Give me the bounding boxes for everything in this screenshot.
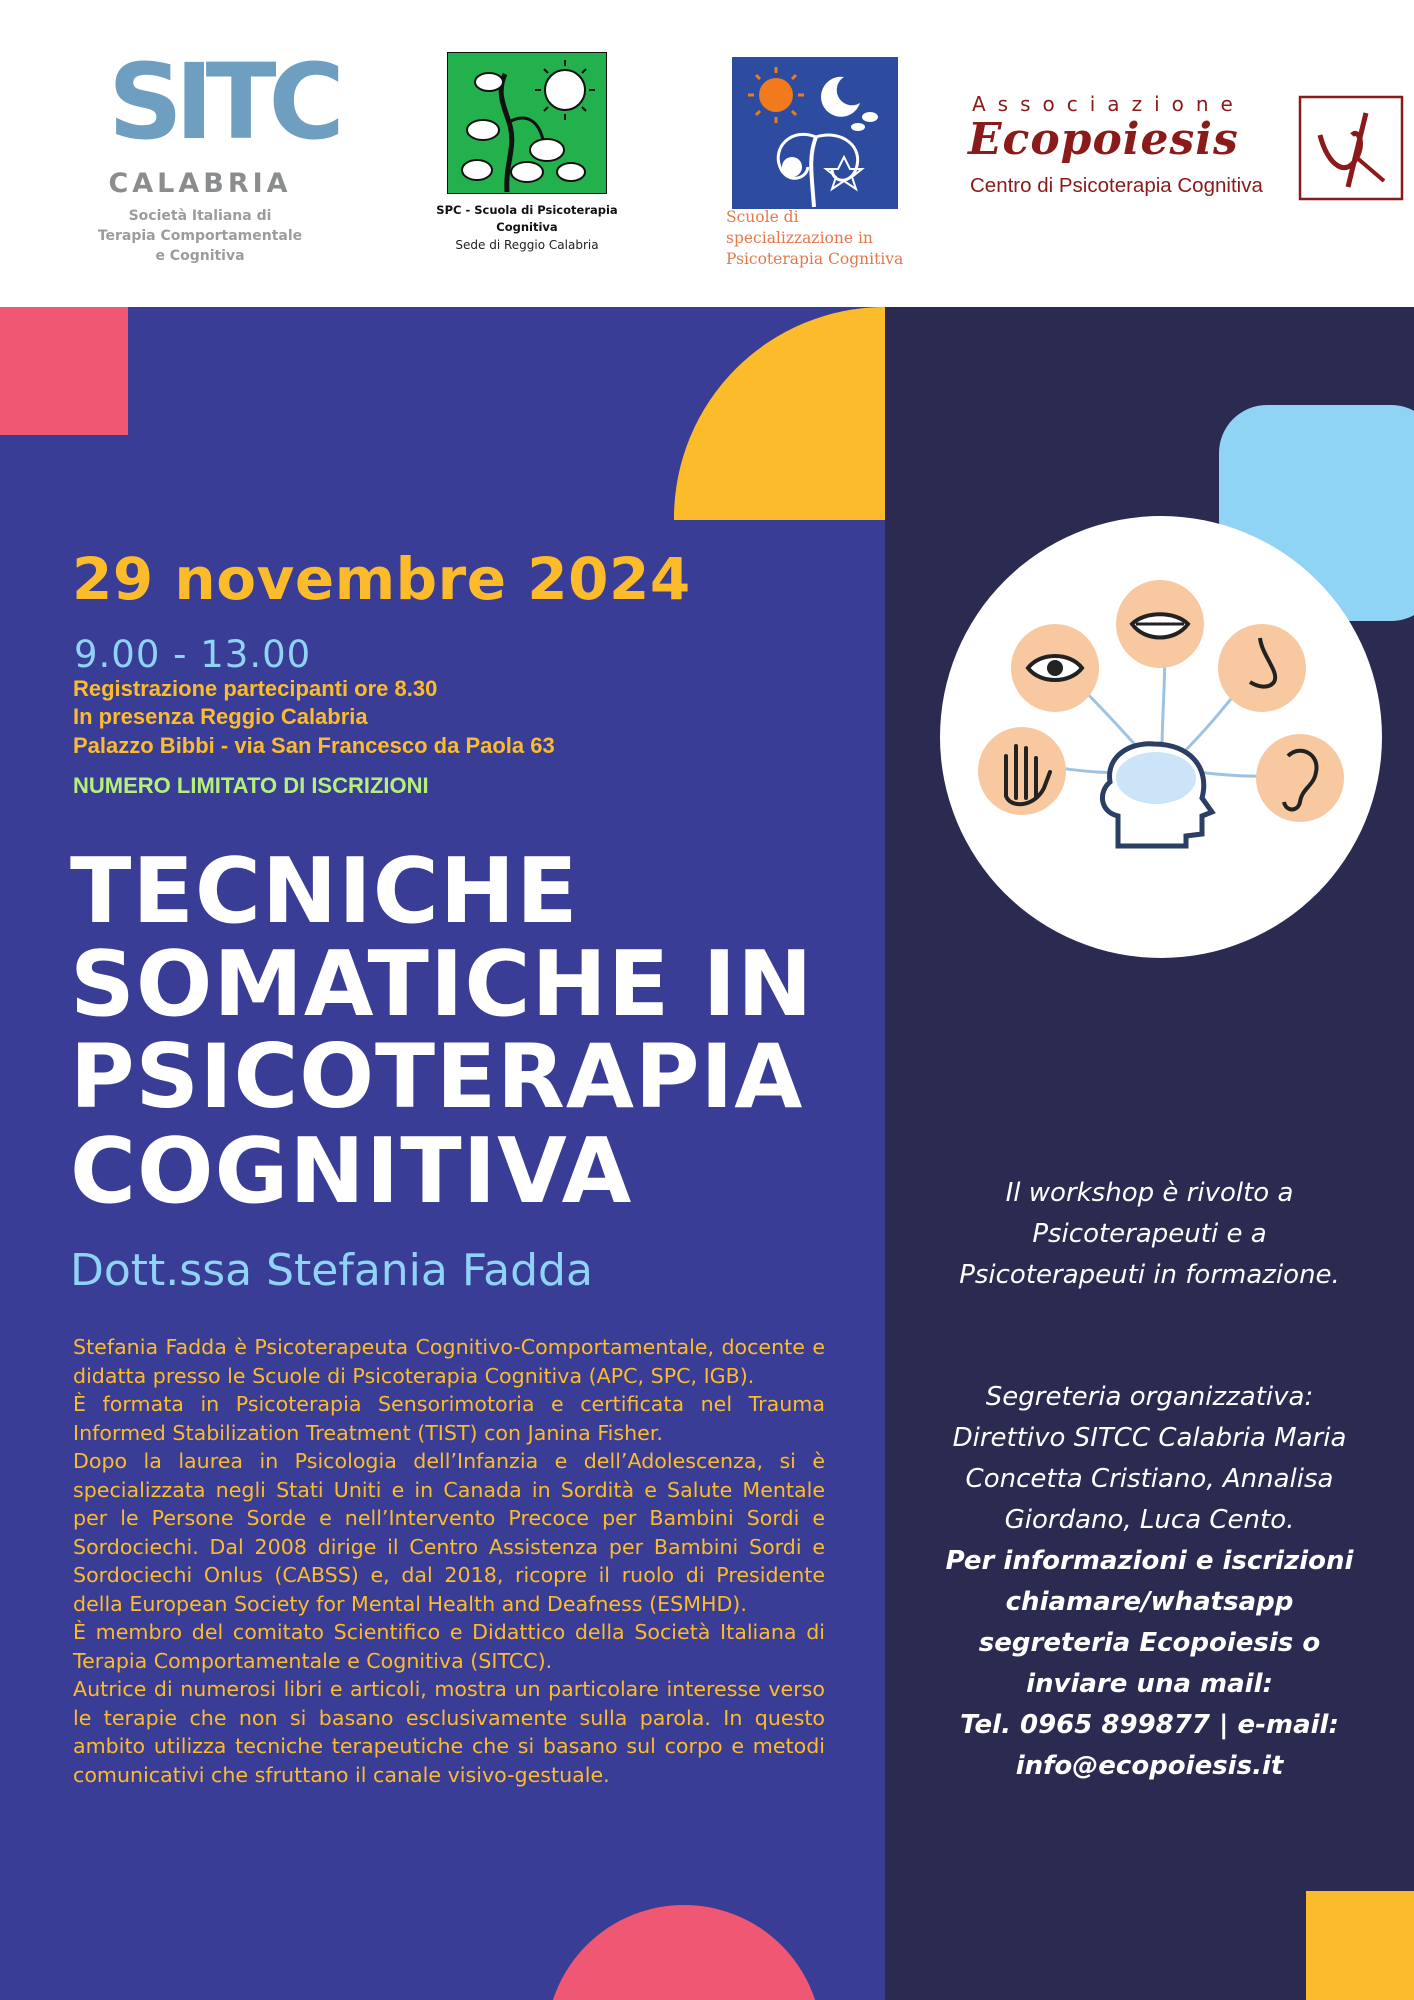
audience-info [885, 1173, 1414, 1296]
sun-moon-tree-icon [732, 57, 898, 209]
bio-paragraph: Dopo la laurea in Psicologia dell’Infanzia e dell’Adolescenza, si è specializzata negli Stati Uniti e in Canada in Sordità e Salute Mentale per le Persone Sorde e nell’Intervento Precoce per Bambini Sordi e Sordociechi. Dal 2008 dirige il Centro Assistenza per Bambini Sordi e Sordociechi Onlus (CABSS) e, dal 2018, ricopre il ruolo di Presidente della European Society for Mental Health and Deafness (ESMHD). [73, 1449, 825, 1616]
speaker-bio [73, 1333, 825, 1789]
logo-header [0, 0, 1414, 307]
scuole-caption-line: specializzazione in [726, 229, 873, 247]
ecopoiesis-top-label: Associazione [972, 92, 1245, 116]
scuole-caption-line: Scuole di [726, 208, 799, 226]
scuole-logo [726, 55, 936, 270]
bio-paragraph: È formata in Psicoterapia Sensorimotoria e certificata nel Trauma Informed Stabilization Treatment (TIST) con Janina Fisher. [73, 1392, 825, 1445]
contact-line: Per informazioni e iscrizioni [945, 1546, 1354, 1576]
spc-caption-city: Sede di Reggio Calabria [455, 238, 599, 252]
ecopoiesis-mark-icon [1298, 95, 1404, 201]
sitcc-caption-line: Società Italiana di [128, 208, 272, 224]
sitcc-logo-mark: SITC [108, 41, 337, 163]
limited-seats-notice: NUMERO LIMITATO DI ISCRIZIONI [73, 773, 429, 798]
secretary-line: Concetta Cristiano, Annalisa [965, 1464, 1334, 1494]
sitcc-caption-line: e Cognitiva [155, 248, 245, 264]
tree-sun-icon [447, 52, 607, 194]
sitcc-logo [80, 41, 337, 275]
left-panel [0, 307, 885, 2000]
event-time: 9.00 - 13.00 [74, 633, 312, 676]
sitcc-caption-line: Terapia Comportamentale [97, 228, 303, 244]
secretary-info [885, 1377, 1414, 1541]
ecopoiesis-subtitle: Centro di Psicoterapia Cognitiva [970, 174, 1263, 197]
hand-icon [978, 727, 1066, 815]
contact-email: info@ecopoiesis.it [1015, 1751, 1284, 1781]
contact-line: segreteria Ecopoiesis o [978, 1628, 1321, 1658]
nose-icon [1218, 624, 1306, 712]
event-title-line: SOMATICHE IN [70, 932, 814, 1037]
secretary-line: Direttivo SITCC Calabria Maria [952, 1423, 1347, 1453]
event-title-line: TECNICHE [70, 839, 579, 944]
bio-paragraph: Stefania Fadda è Psicoterapeuta Cognitivo-Comportamentale, docente e didatta presso le Scuole di Psicoterapia Cognitiva (APC, SPC, IGB). [73, 1335, 825, 1388]
bio-paragraph: Autrice di numerosi libri e articoli, mostra un particolare interesse verso le terapie che non si basano esclusivamente sulla parola. In questo ambito utilizza tecniche terapeutiche che si basano sul corpo e metodi comunicativi che sfruttano il canale visivo-gestuale. [73, 1677, 825, 1787]
audience-line: Il workshop è rivolto a [1005, 1178, 1294, 1208]
pink-half-circle [546, 1905, 822, 2000]
scuole-caption-line: Psicoterapia Cognitiva [726, 250, 904, 268]
audience-line: Psicoterapeuti in formazione. [959, 1260, 1340, 1290]
ecopoiesis-logo [968, 88, 1408, 218]
spc-caption-line: Cognitiva [496, 220, 558, 234]
senses-illustration [940, 516, 1382, 958]
head-icon [1102, 744, 1212, 846]
right-panel [885, 307, 1414, 2000]
event-title-line: COGNITIVA [70, 1119, 633, 1224]
bio-paragraph: È membro del comitato Scientifico e Didattico della Società Italiana di Terapia Comportamentale e Cognitiva (SITCC). [73, 1620, 825, 1673]
audience-line: Psicoterapeuti e a [1032, 1219, 1267, 1249]
contact-info [885, 1541, 1414, 1787]
ear-icon [1256, 734, 1344, 822]
secretary-line: Segreteria organizzativa: [985, 1382, 1314, 1412]
sitcc-logo-region: CALABRIA [108, 168, 292, 199]
pink-corner-square [0, 307, 128, 435]
spc-caption-line: SPC - Scuola di Psicoterapia [436, 203, 618, 217]
address-info: Palazzo Bibbi - via San Francesco da Paola 63 [73, 733, 555, 758]
registration-info: Registrazione partecipanti ore 8.30 [73, 676, 438, 701]
secretary-line: Giordano, Luca Cento. [1004, 1505, 1295, 1535]
speaker-name: Dott.ssa Stefania Fadda [70, 1245, 593, 1296]
yellow-quarter-circle [674, 307, 885, 520]
yellow-corner-square [1306, 1891, 1414, 2000]
location-info: In presenza Reggio Calabria [73, 704, 368, 729]
contact-phone-email: Tel. 0965 899877 | e-mail: [960, 1710, 1339, 1740]
event-date: 29 novembre 2024 [72, 545, 691, 613]
ecopoiesis-name: Ecopoiesis [968, 114, 1239, 165]
contact-line: chiamare/whatsapp [1005, 1587, 1294, 1617]
event-title-line: PSICOTERAPIA [70, 1025, 804, 1128]
contact-line: inviare una mail: [1026, 1669, 1273, 1699]
